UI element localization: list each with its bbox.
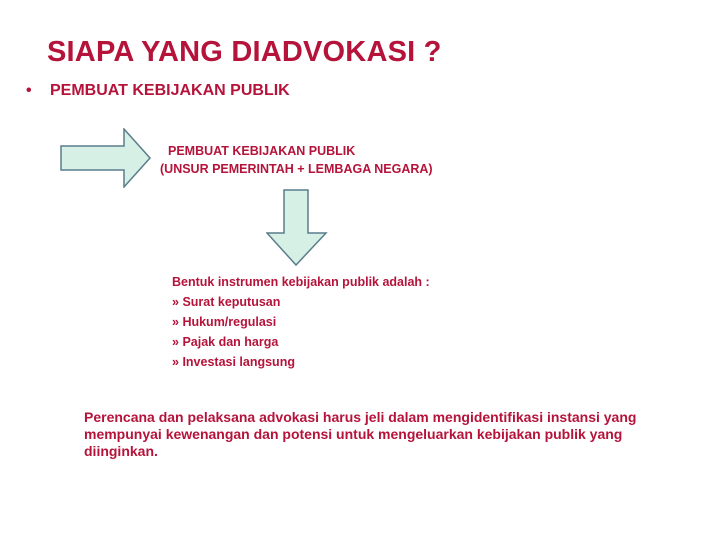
- instruments-list: [172, 292, 430, 372]
- slide-title: SIAPA YANG DIADVOKASI ?: [47, 36, 442, 68]
- list-item: » Investasi langsung: [172, 352, 430, 372]
- instruments-heading: Bentuk instrumen kebijakan publik adalah :: [172, 275, 430, 289]
- list-item: » Surat keputusan: [172, 292, 430, 312]
- down-arrow-icon: [266, 189, 328, 272]
- right-arrow-icon: [60, 128, 152, 193]
- main-bullet-text: PEMBUAT KEBIJAKAN PUBLIK: [50, 82, 290, 99]
- conclusion-text: [84, 409, 684, 460]
- conclusion-line-3: diinginkan.: [84, 443, 158, 459]
- main-bullet: [26, 82, 290, 100]
- policy-line-1: PEMBUAT KEBIJAKAN PUBLIK: [168, 144, 356, 158]
- conclusion-line-2: mempunyai kewenangan dan potensi untuk mengeluarkan kebijakan publik yang: [84, 426, 623, 442]
- policy-maker-box: [160, 142, 433, 178]
- bullet-marker: •: [26, 82, 32, 99]
- instruments-block: [172, 272, 430, 372]
- list-item: » Pajak dan harga: [172, 332, 430, 352]
- policy-line-2: (UNSUR PEMERINTAH + LEMBAGA NEGARA): [160, 162, 433, 176]
- list-item: » Hukum/regulasi: [172, 312, 430, 332]
- conclusion-line-1: Perencana dan pelaksana advokasi harus jeli dalam mengidentifikasi instansi yang: [84, 409, 637, 425]
